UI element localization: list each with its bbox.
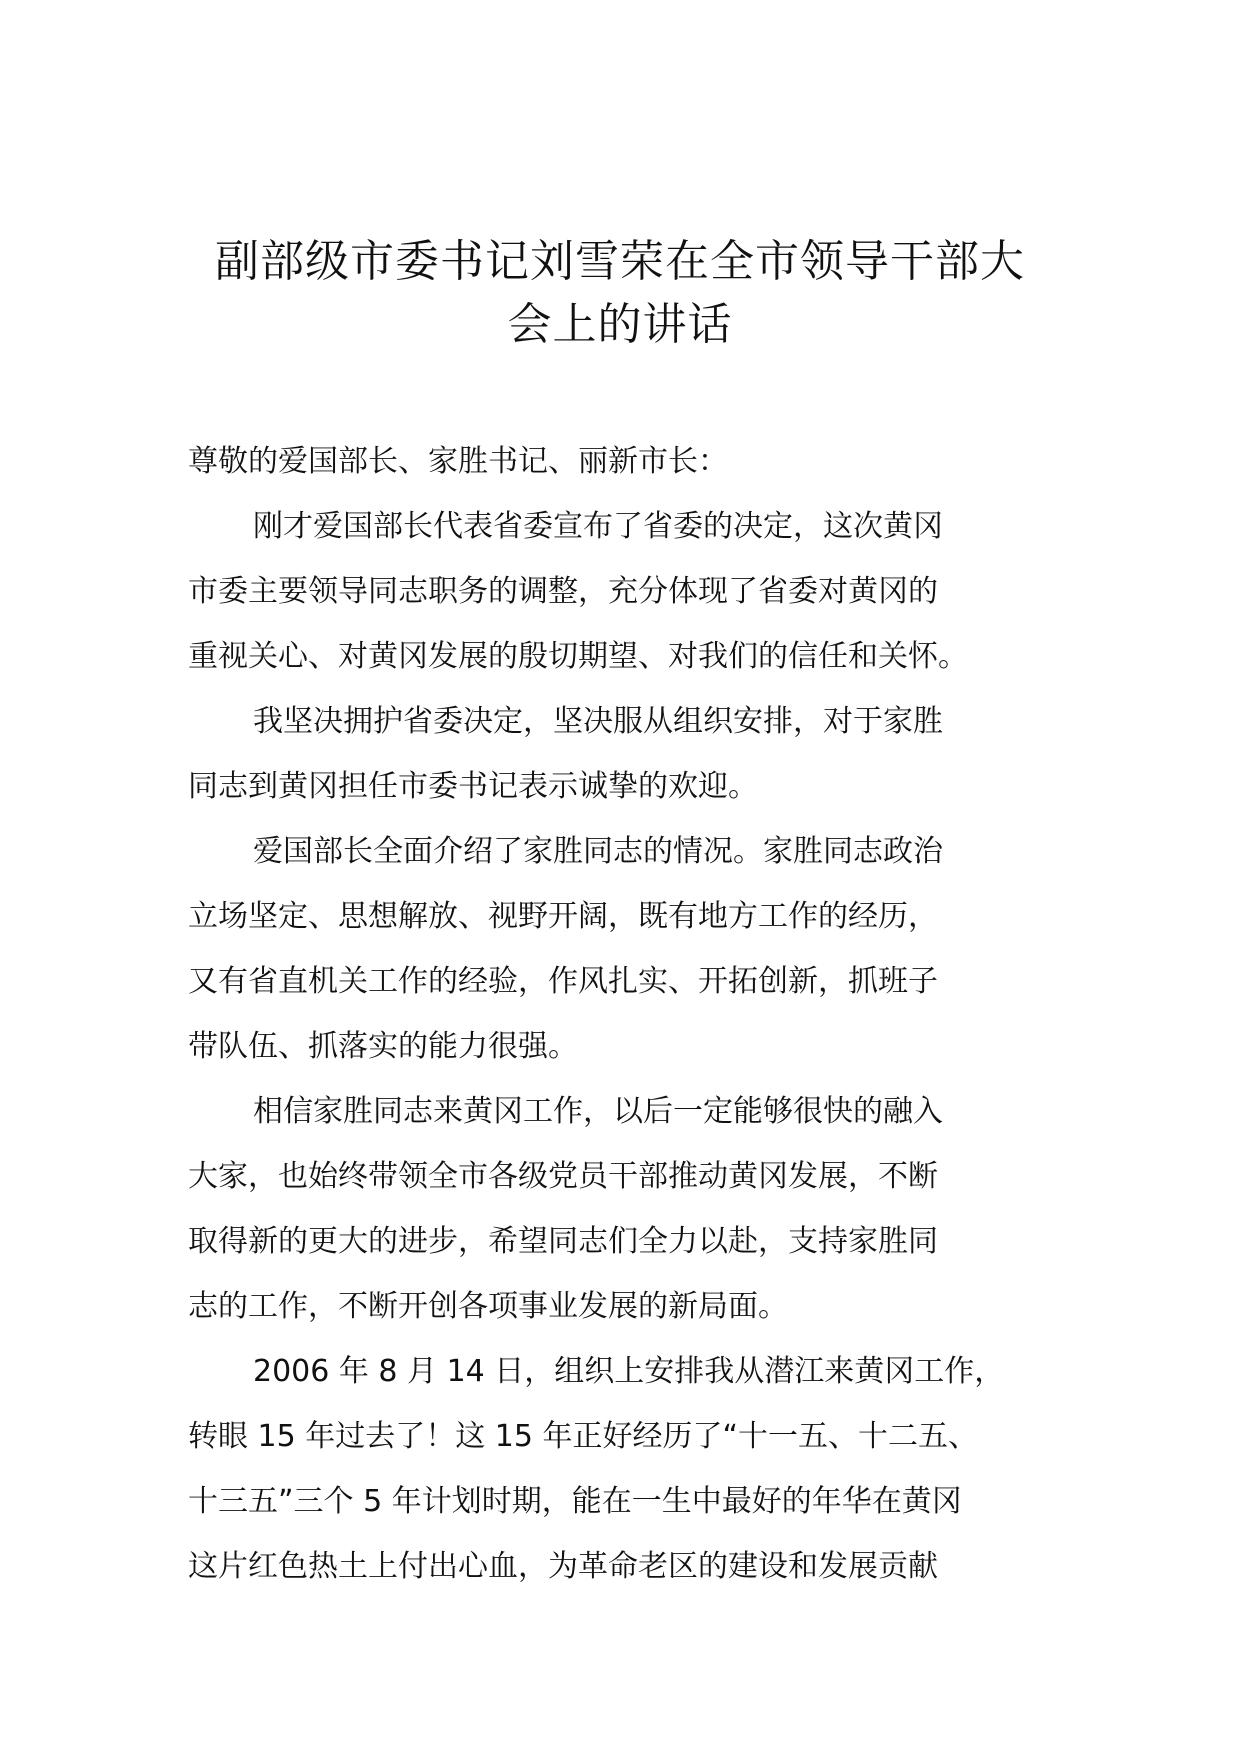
paragraph-line: 立场坚定、思想解放、视野开阔，既有地方工作的经历，	[188, 899, 938, 934]
paragraph-5	[188, 1339, 1058, 1599]
title-line-1: 副部级市委书记刘雪荣在全市领导干部大	[215, 236, 1025, 287]
paragraph-line: 又有省直机关工作的经验，作风扎实、开拓创新，抓班子	[188, 964, 938, 999]
document-title	[150, 230, 1090, 356]
paragraph-3	[188, 819, 1058, 1079]
paragraph-line: 十三五”三个 5 年计划时期，能在一生中最好的年华在黄冈	[188, 1484, 962, 1519]
paragraph-line: 我坚决拥护省委决定，坚决服从组织安排，对于家胜	[253, 704, 943, 739]
paragraph-line: 转眼 15 年过去了！这 15 年正好经历了“十一五、十二五、	[188, 1419, 979, 1454]
paragraph-line: 取得新的更大的进步，希望同志们全力以赴，支持家胜同	[188, 1224, 938, 1259]
paragraph-line: 志的工作，不断开创各项事业发展的新局面。	[188, 1289, 788, 1324]
greeting: 尊敬的爱国部长、家胜书记、丽新市长：	[188, 444, 728, 479]
paragraph-2	[188, 689, 1058, 819]
paragraph-line: 爱国部长全面介绍了家胜同志的情况。家胜同志政治	[253, 834, 943, 869]
title-line-2: 会上的讲话	[507, 299, 733, 350]
paragraph-line: 相信家胜同志来黄冈工作，以后一定能够很快的融入	[253, 1094, 943, 1129]
document-body	[188, 429, 1058, 1599]
paragraph-line: 重视关心、对黄冈发展的殷切期望、对我们的信任和关怀。	[188, 639, 968, 674]
paragraph-line: 市委主要领导同志职务的调整，充分体现了省委对黄冈的	[188, 574, 938, 609]
paragraph-line: 同志到黄冈担任市委书记表示诚挚的欢迎。	[188, 769, 758, 804]
paragraph-line: 带队伍、抓落实的能力很强。	[188, 1029, 578, 1064]
paragraph-1	[188, 494, 1058, 689]
paragraph-line: 刚才爱国部长代表省委宣布了省委的决定，这次黄冈	[253, 509, 943, 544]
paragraph-4	[188, 1079, 1058, 1339]
paragraph-line: 大家，也始终带领全市各级党员干部推动黄冈发展，不断	[188, 1159, 938, 1194]
paragraph-line: 这片红色热土上付出心血，为革命老区的建设和发展贡献	[188, 1549, 938, 1584]
paragraph-line: 2006 年 8 月 14 日，组织上安排我从潜江来黄冈工作，	[253, 1354, 1005, 1389]
